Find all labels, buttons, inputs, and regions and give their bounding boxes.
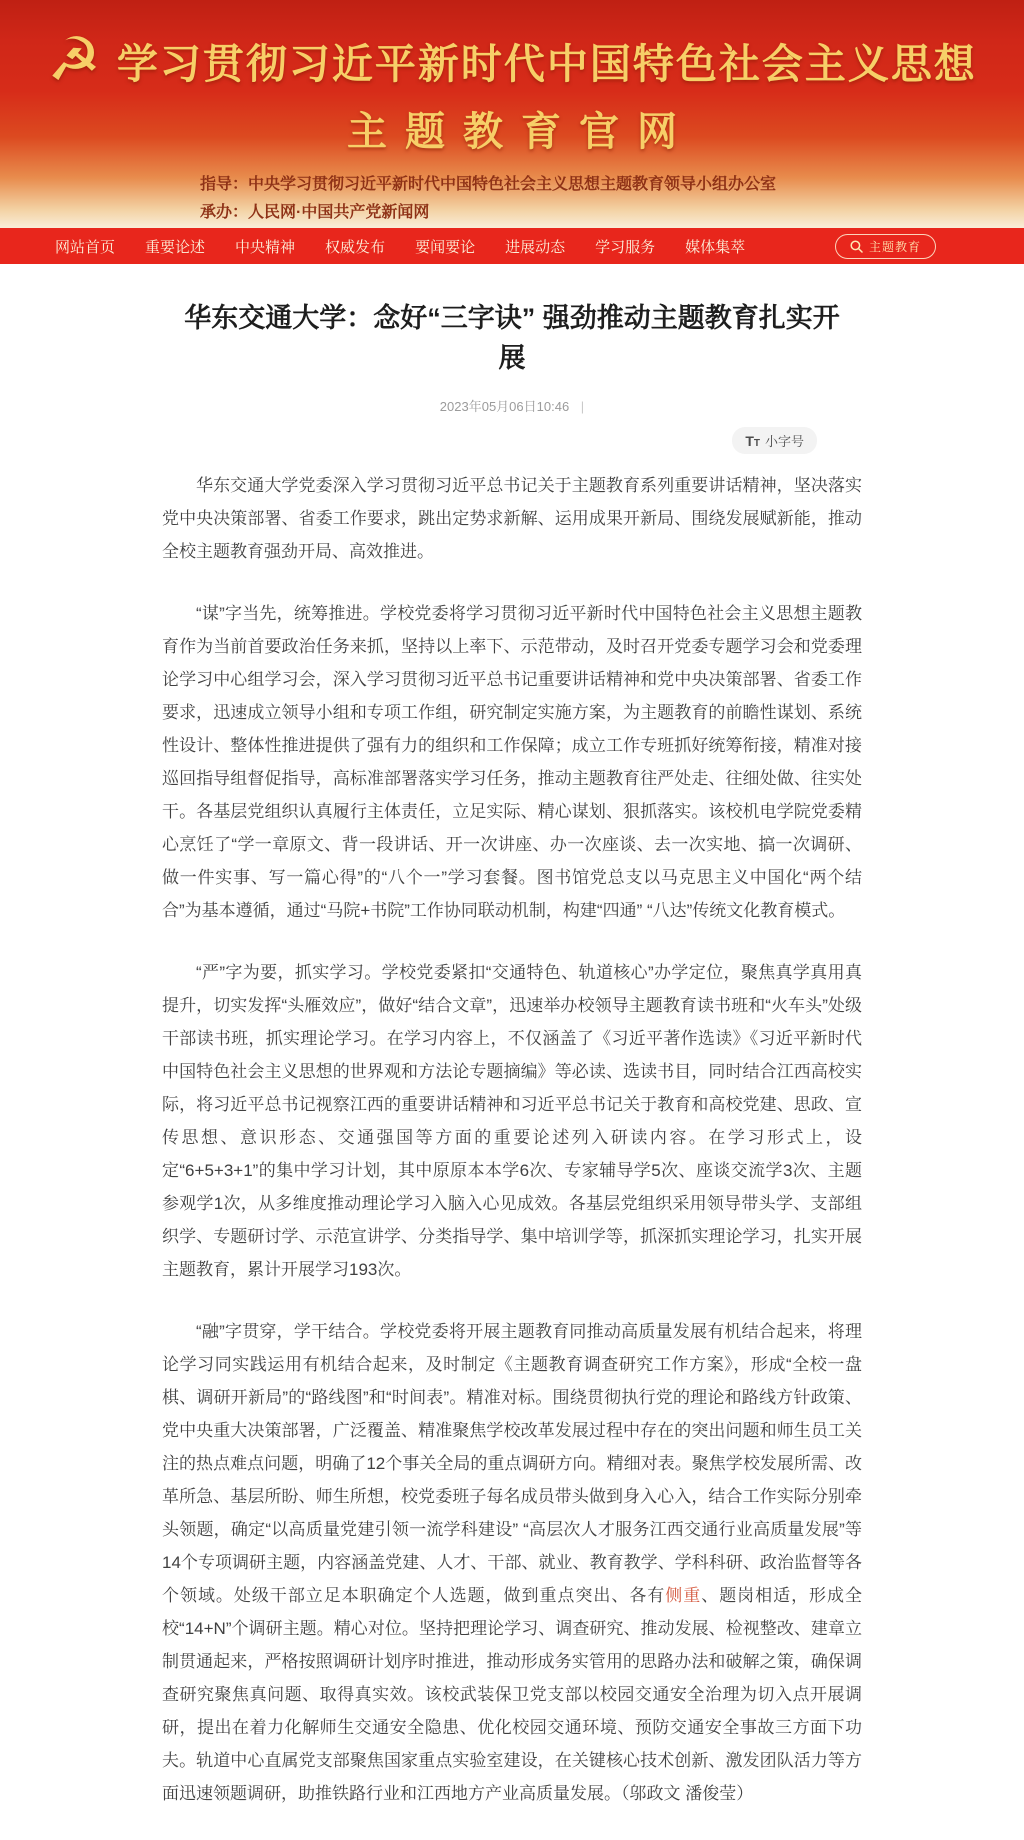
search-label: 主题教育 [868,239,921,254]
article-date: 2023年05月06日10:46 [439,399,570,414]
search-icon [850,240,863,253]
article-meta [162,396,862,415]
article [162,298,862,1810]
organizer-line: 承办：人民网·中国共产党新闻网 [200,204,430,221]
main-nav [0,228,1024,264]
content-area [0,298,1024,1840]
guide-line: 指导：中央学习贯彻习近平新时代中国特色社会主义思想主题教育领导小组办公室 [200,176,777,193]
font-size-row [162,427,862,451]
highlighted-term: 侧重 [665,1586,702,1605]
site-credits [200,171,1024,227]
nav-item[interactable]: 进展动态 [505,238,566,256]
nav-item[interactable]: 学习服务 [595,238,656,256]
article-paragraph: “严”字为要，抓实学习。学校党委紧扣“交通特色、轨道核心”办学定位，聚焦真学真用真提升，切实发挥“头雁效应”，做好“结合文章”，迅速举办校领导主题教育读书班和“火车头”处级干部读书班，抓实理论学习。在学习内容上，不仅涵盖了《习近平著作选读》《习近平新时代中国特色社会主义思想的世界观和方法论专题摘编》等必读、选读书目，同时结合江西高校实际，将习近平总书记视察江西的重要讲话精神和习近平总书记关于教育和高校党建、思政、宣传思想、意识形态、交通强国等方面的重要论述列入研读内容。在学习形式上，设定“6+5+3+1”的集中学习计划，其中原原本本学6次、专家辅导学5次、座谈交流学3次、主题参观学1次，从多维度推动理论学习入脑入心见成效。各基层党组织采用领导带头学、支部组织学、专题研讨学、示范宣讲学、分类指导学、集中培训学等，抓深抓实理论学习，扎实开展主题教育，累计开展学习193次。 [162,963,862,1279]
article-body [162,469,862,1810]
nav-item[interactable]: 网站首页 [55,238,116,256]
nav-item[interactable]: 权威发布 [325,238,386,256]
nav-item[interactable]: 重要论述 [145,238,206,256]
search-box[interactable] [835,234,936,259]
article-title: 华东交通大学：念好“三字诀” 强劲推动主题教育扎实开展 [184,303,840,373]
font-size-button[interactable] [732,427,817,454]
nav-item[interactable]: 媒体集萃 [685,238,746,256]
article-paragraph: “融”字贯穿，学干结合。学校党委将开展主题教育同推动高质量发展有机结合起来，将理论学习同实践运用有机结合起来，及时制定《主题教育调查研究工作方案》，形成“全校一盘棋、调研开新局”的“路线图”和“时间表”。精准对标。围绕贯彻执行党的理论和路线方针政策、党中央重大决策部署，广泛覆盖、精准聚焦学校改革发展过程中存在的突出问题和师生员工关注的热点难点问题，明确了12个事关全局的重点调研方向。精细对表。聚焦学校发展所需、改革所急、基层所盼、师生所想，校党委班子每名成员带头做到身入心入，结合工作实际分别牵头领题，确定“以高质量党建引领一流学科建设” “高层次人才服务江西交通行业高质量发展”等14个专项调研主题，内容涵盖党建、人才、干部、就业、教育教学、学科科研、政治监督等各个领域。处级干部立足本职确定个人选题，做到重点突出、各有侧重、题岗相适，形成全校“14+N”个调研主题。精心对位。坚持把理论学习、调查研究、推动发展、检视整改、建章立制贯通起来，严格按照调研计划序时推进，推动形成务实管用的思路办法和破解之策，确保调查研究聚焦真问题、取得真实效。该校武装保卫党支部以校园交通安全治理为切入点开展调研，提出在着力化解师生交通安全隐患、优化校园交通环境、预防交通安全事故三方面下功夫。轨道中心直属党支部聚焦国家重点实验室建设，在关键核心技术创新、激发团队活力等方面迅速领题调研，助推铁路行业和江西地方产业高质量发展。（邬政文 潘俊莹） [162,1322,863,1803]
masthead [0,0,1024,93]
party-emblem-icon: ☭ [47,26,101,93]
font-size-icon: TT [745,433,760,449]
nav-item[interactable]: 要闻要论 [415,238,476,256]
meta-separator: | [580,399,585,414]
nav-items [55,236,745,257]
font-size-label: 小字号 [764,434,804,449]
article-paragraph: “谋”字当先，统筹推进。学校党委将学习贯彻习近平新时代中国特色社会主义思想主题教育作为当前首要政治任务来抓，坚持以上率下、示范带动，及时召开党委专题学习会和党委理论学习中心组学习会，深入学习贯彻习近平总书记重要讲话精神和党中央决策部署、省委工作要求，迅速成立领导小组和专项工作组，研究制定实施方案，为主题教育的前瞻性谋划、系统性设计、整体性推进提供了强有力的组织和工作保障；成立工作专班抓好统筹衔接，精准对接巡回指导组督促指导，高标准部署落实学习任务，推动主题教育往严处走、往细处做、往实处干。各基层党组织认真履行主体责任，立足实际、精心谋划、狠抓落实。该校机电学院党委精心烹饪了“学一章原文、背一段讲话、开一次讲座、办一次座谈、去一次实地、搞一次调研、做一件实事、写一篇心得”的“八个一”学习套餐。图书馆党总支以马克思主义中国化“两个结合”为基本遵循，通过“马院+书院”工作协同联动机制，构建“四通” “八达”传统文化教育模式。 [162,604,862,920]
nav-item[interactable]: 中央精神 [235,238,296,256]
site-header [0,0,1024,228]
site-title-line1: 学习贯彻习近平新时代中国特色社会主义思想 [116,40,977,87]
article-paragraph: 华东交通大学党委深入学习贯彻习近平总书记关于主题教育系列重要讲话精神，坚决落实党中央决策部署、省委工作要求，跳出定势求新解、运用成果开新局、围绕发展赋新能，推动全校主题教育强劲开局、高效推进。 [162,476,862,561]
site-title-line2: 主题教育官网 [347,110,695,154]
